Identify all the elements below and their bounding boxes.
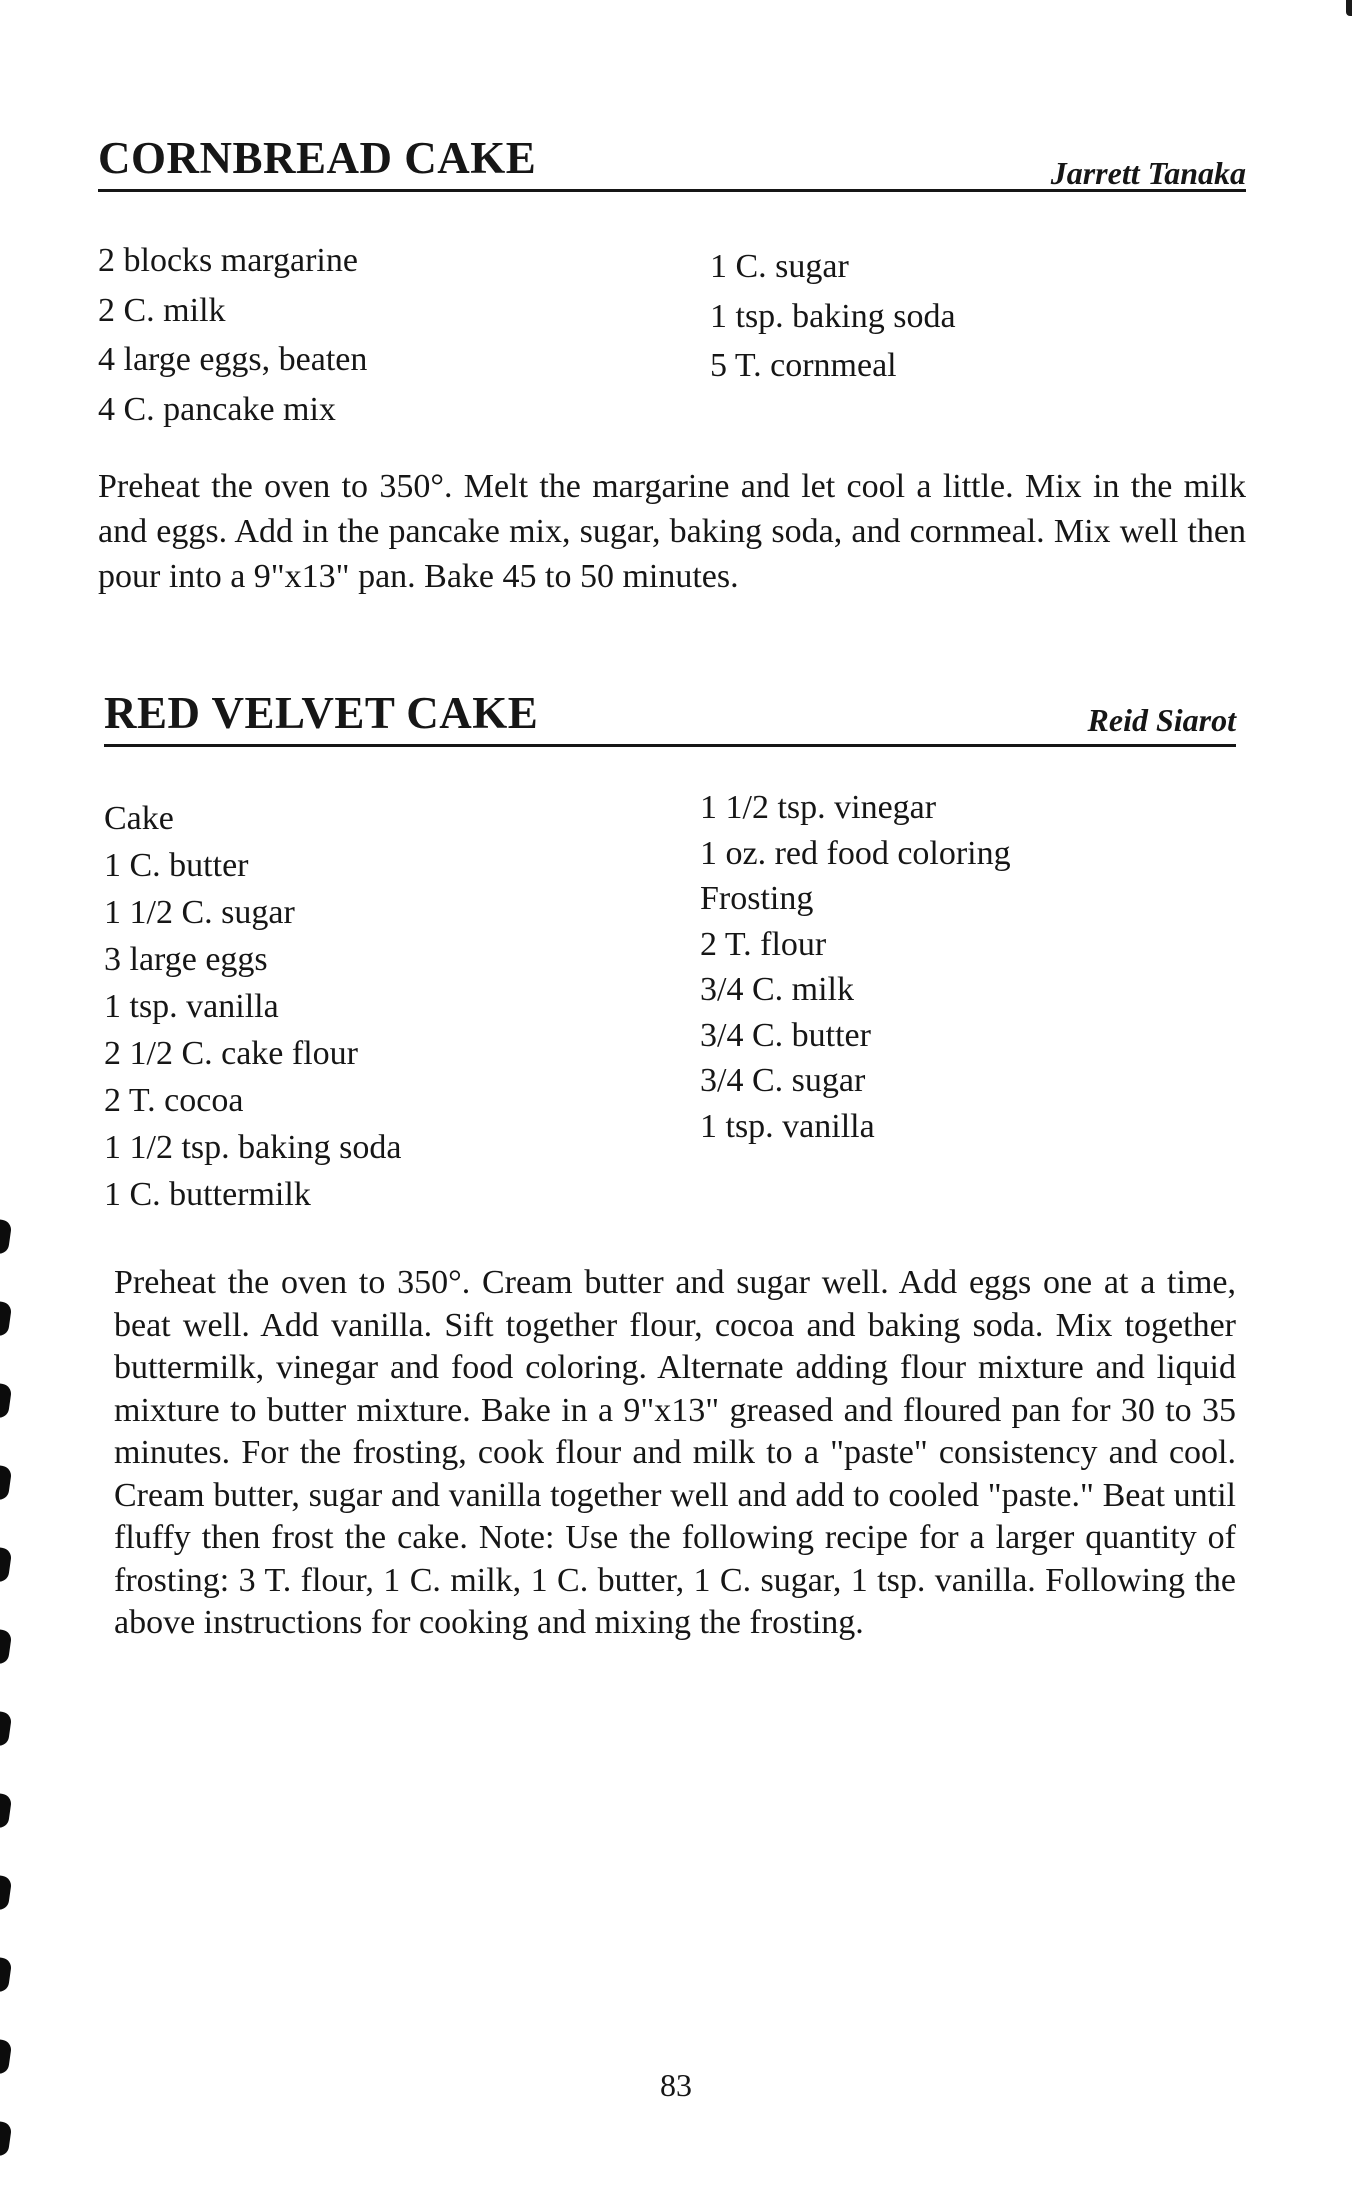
ingredient-item: 2 blocks margarine bbox=[98, 242, 358, 279]
ingredient-item: 1 1/2 C. sugar bbox=[104, 894, 295, 931]
ingredient-item: 1 tsp. vanilla bbox=[104, 988, 279, 1025]
recipe-directions: Preheat the oven to 350°. Melt the margarine and let cool a little. Mix in the milk and eggs. Add in the pancake mix, sugar, baking soda, and cornmeal. Mix well then pour into a 9"x13" pan. Bake 45 to 50 minutes. bbox=[98, 468, 1246, 595]
ingredient-item: 3/4 C. butter bbox=[700, 1016, 871, 1054]
ingredient-list bbox=[104, 785, 1236, 1218]
ingredient-item: 5 T. cornmeal bbox=[710, 347, 897, 384]
binding-hole bbox=[0, 1383, 12, 1419]
recipe-cornbread-cake bbox=[98, 100, 1246, 599]
ingredient-item: 2 1/2 C. cake flour bbox=[104, 1035, 358, 1072]
ingredient-item: 3/4 C. sugar bbox=[700, 1062, 866, 1099]
ingredient-item: 1 C. butter bbox=[104, 847, 249, 884]
page-corner-mark bbox=[1346, 0, 1352, 16]
binding-hole bbox=[0, 1629, 12, 1665]
spiral-binding bbox=[0, 1220, 22, 2200]
binding-hole bbox=[0, 1465, 12, 1501]
recipe-header bbox=[104, 655, 1236, 747]
ingredient-item: 1 1/2 tsp. baking soda bbox=[104, 1129, 402, 1166]
recipe-author: Jarrett Tanaka bbox=[1050, 155, 1246, 191]
title-rule bbox=[104, 744, 1236, 747]
binding-hole bbox=[0, 1711, 12, 1747]
ingredient-item: 1 tsp. vanilla bbox=[700, 1107, 875, 1145]
ingredient-item: 2 T. cocoa bbox=[104, 1082, 244, 1119]
binding-hole bbox=[0, 1301, 12, 1337]
ingredient-item: 2 C. milk bbox=[98, 291, 226, 329]
binding-hole bbox=[0, 1219, 12, 1255]
ingredient-item: 1 C. buttermilk bbox=[104, 1176, 311, 1213]
ingredient-item: 1 oz. red food coloring bbox=[700, 834, 1011, 872]
ingredient-item: 4 large eggs, beaten bbox=[98, 341, 368, 378]
ingredient-item: 1 tsp. baking soda bbox=[710, 297, 956, 335]
ingredient-item: 2 T. flour bbox=[700, 925, 827, 963]
ingredient-item: 3/4 C. milk bbox=[700, 971, 854, 1008]
recipe-author: Reid Siarot bbox=[1087, 702, 1236, 738]
binding-hole bbox=[0, 1793, 12, 1829]
page-number: 83 bbox=[660, 2067, 692, 2103]
ingredient-item: Frosting bbox=[700, 880, 814, 917]
ingredient-item: 4 C. pancake mix bbox=[98, 390, 336, 428]
ingredient-item: 1 C. sugar bbox=[710, 248, 849, 285]
ingredient-item: 1 1/2 tsp. vinegar bbox=[700, 789, 937, 826]
ingredient-item: 3 large eggs bbox=[104, 941, 268, 978]
recipe-red-velvet-cake bbox=[104, 655, 1236, 1645]
recipe-title: RED VELVET CAKE bbox=[104, 688, 539, 738]
ingredient-list bbox=[98, 236, 1246, 434]
binding-hole bbox=[0, 1957, 12, 1993]
binding-hole bbox=[0, 1875, 12, 1911]
recipe-title: CORNBREAD CAKE bbox=[98, 133, 537, 183]
recipe-header bbox=[98, 100, 1246, 192]
binding-hole bbox=[0, 2121, 12, 2157]
ingredient-column-right bbox=[710, 236, 956, 434]
ingredient-column-left bbox=[98, 236, 710, 434]
recipe-directions: Preheat the oven to 350°. Cream butter and sugar well. Add eggs one at a time, beat well. Add vanilla. Sift together flour, cocoa and baking soda. Mix together buttermilk, vinegar and food coloring. Alternate adding flour mixture and liquid mixture to butter mixture. Bake in a 9"x13" greased and floured pan for 30 to 35 minutes. For the frosting, cook flour and milk to a "paste" consistency and cool. Cream butter, sugar and vanilla together well and add to cooled "paste." Beat until fluffy then frost the cake. Note: Use the following recipe for a larger quantity of frosting: 3 T. flour, 1 C. milk, 1 C. butter, 1 C. sugar, 1 tsp. vanilla. Following the above instructions for cooking and mixing the frosting. bbox=[114, 1264, 1236, 1641]
title-rule bbox=[98, 189, 1246, 192]
binding-hole bbox=[0, 1547, 12, 1583]
ingredient-column-right bbox=[700, 785, 1011, 1218]
ingredient-item: Cake bbox=[104, 800, 174, 837]
ingredient-column-left bbox=[104, 785, 700, 1218]
